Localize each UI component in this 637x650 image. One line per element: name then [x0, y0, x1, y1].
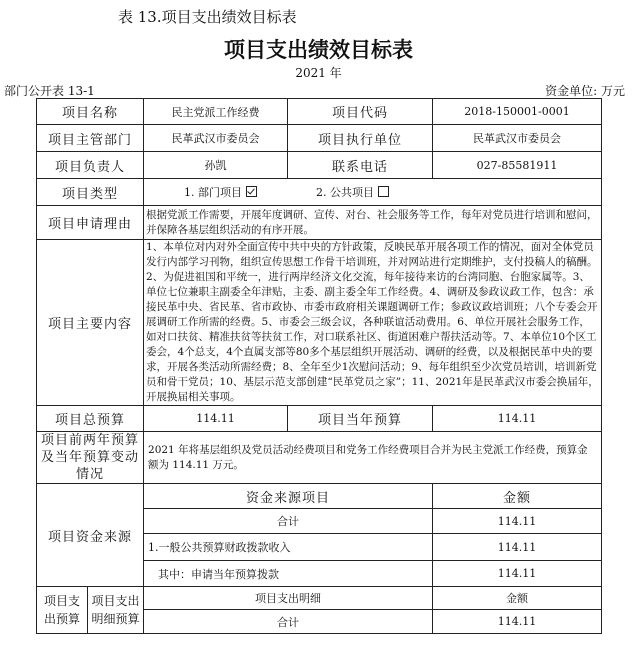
content-label: 项目主要内容 — [37, 240, 144, 406]
project-type-options — [144, 179, 602, 206]
content-value: 1、本单位对内对外全面宣传中共中央的方针政策，反映民革开展各项工作的情况，面对全体党员发行内部学习刊物，组织宣传思想工作骨干培训班，并对网站进行定期维护，支付投稿人的稿酬。2、为促进祖国和平统一，进行两岸经济文化交流，每年接待来访的台湾同胞、台胞家属等。3、单位七位兼职主副委全年津贴，主委、副主委全年工作经费。4、调研及参政议政工作，包含：承接民革中央、省民革、省市政协、市委市政府相关课题调研工作；参政议政培训班；八个专委会开展调研工作所需的经费。5、市委会三级会议，各种联谊活动费用。6、单位开展社会服务工作，如对口扶贫、精准扶贫等扶贫工作，对口联系社区、街道困难户帮扶活动等。7、本单位10个区工委会，4个总支，4个直属支部等80多个基层组织开展活动、调研的经费，以及根据民革中央的要求，开展各类活动所需经费；8、全年至少1次慰问活动；9、每年组织至少次党员培训，培训新党员和骨干党员；10、基层示范支部创建“民革党员之家”；11、2021年是民革武汉市委会换届年，开展换届相关事项。 — [144, 240, 602, 406]
funding-row-label: 其中：申请当年预算拨款 — [144, 561, 433, 587]
year-label: 2021 年 — [295, 66, 342, 80]
exec-unit-value: 民革武汉市委员会 — [433, 125, 602, 152]
expense-amount-header: 金额 — [433, 587, 602, 610]
budget-change-value: 2021 年将基层组织及党员活动经费项目和党务工作经费项目合并为民主党派工作经费，预算金额为 114.11 万元。 — [144, 432, 602, 484]
project-name-value: 民主党派工作经费 — [144, 99, 288, 125]
table-row — [37, 484, 602, 509]
table-row — [37, 125, 602, 152]
total-budget-value: 114.11 — [144, 406, 288, 432]
funding-source-label: 项目资金来源 — [37, 484, 144, 587]
funding-amount-header: 金额 — [433, 484, 602, 509]
total-budget-label: 项目总预算 — [37, 406, 144, 432]
project-name-label: 项目名称 — [37, 99, 144, 125]
expense-budget-label: 项目支出预算 — [37, 587, 88, 634]
table-row — [37, 99, 602, 125]
funding-row-value: 114.11 — [433, 561, 602, 587]
table-row — [37, 406, 602, 432]
table-row — [37, 179, 602, 206]
expense-total-label: 合计 — [144, 610, 433, 634]
year-budget-value: 114.11 — [433, 406, 602, 432]
type-option-public: 2. 公共项目 — [316, 186, 375, 199]
type-option-dept: 1. 部门项目 — [184, 186, 243, 199]
dept-label: 项目主管部门 — [37, 125, 144, 152]
table-row — [37, 432, 602, 484]
table-row — [37, 206, 602, 240]
dept-table-code: 部门公开表 13-1 — [4, 84, 95, 98]
expense-col-header: 项目支出明细 — [144, 587, 433, 610]
project-code-value: 2018-150001-0001 — [433, 99, 602, 125]
project-code-label: 项目代码 — [288, 99, 433, 125]
dept-value: 民革武汉市委员会 — [144, 125, 288, 152]
page-title: 项目支出绩效目标表 — [224, 38, 413, 62]
table-row — [37, 587, 602, 610]
table-caption: 表 13.项目支出绩效目标表 — [118, 8, 297, 26]
phone-label: 联系电话 — [288, 152, 433, 179]
expense-total-value: 114.11 — [433, 610, 602, 634]
reason-label: 项目申请理由 — [37, 206, 144, 240]
year-budget-label: 项目当年预算 — [288, 406, 433, 432]
project-type-label: 项目类型 — [37, 179, 144, 206]
phone-value: 027-85581911 — [433, 152, 602, 179]
exec-unit-label: 项目执行单位 — [288, 125, 433, 152]
owner-value: 孙凯 — [144, 152, 288, 179]
reason-value: 根据党派工作需要，开展年度调研、宣传、对台、社会服务等工作，每年对党员进行培训和慰问，并保障各基层组织活动的有序开展。 — [144, 206, 602, 240]
table-row — [37, 152, 602, 179]
funding-total-value: 114.11 — [433, 509, 602, 534]
table-row — [37, 240, 602, 406]
budget-change-label: 项目前两年预算及当年预算变动情况 — [37, 432, 144, 484]
currency-unit: 资金单位: 万元 — [545, 84, 625, 98]
funding-row-label: 1.一般公共预算财政拨款收入 — [144, 534, 433, 561]
expense-detail-label: 项目支出明细预算 — [88, 587, 144, 634]
performance-table — [36, 98, 602, 634]
checkbox-empty-icon — [378, 186, 389, 197]
checkbox-checked-icon — [246, 186, 257, 197]
funding-total-label: 合计 — [144, 509, 433, 534]
funding-row-value: 114.11 — [433, 534, 602, 561]
owner-label: 项目负责人 — [37, 152, 144, 179]
funding-col-header: 资金来源项目 — [144, 484, 433, 509]
